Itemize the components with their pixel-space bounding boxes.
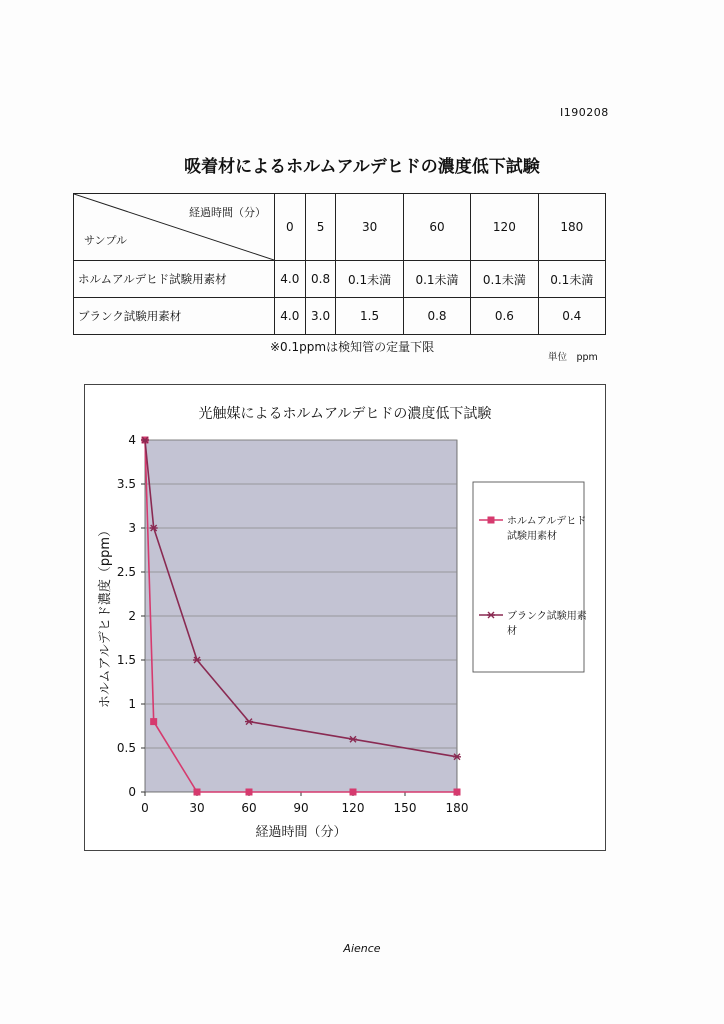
y-tick-label: 2.5 xyxy=(116,565,136,579)
legend-label-series-1: 試験用素材 xyxy=(507,531,557,542)
table-cell: 4.0 xyxy=(275,298,306,335)
table-row xyxy=(74,298,606,335)
y-tick-label: 1.5 xyxy=(116,653,136,667)
time-header-cell: 180 xyxy=(538,194,605,261)
table-row xyxy=(74,261,606,298)
x-tick-label: 0 xyxy=(141,801,149,815)
row-label: ブランク試験用素材 xyxy=(74,298,275,335)
table-header-row xyxy=(74,194,606,261)
data-point-series-1 xyxy=(194,789,201,796)
table-cell: 0.1未満 xyxy=(538,261,605,298)
sample-header: サンプル xyxy=(84,234,128,247)
unit-label: 単位 ppm xyxy=(548,352,598,363)
y-tick-label: 3 xyxy=(128,521,136,535)
y-tick-label: 3.5 xyxy=(116,477,136,491)
time-header-cell: 120 xyxy=(471,194,538,261)
row-label: ホルムアルデヒド試験用素材 xyxy=(74,261,275,298)
time-header-cell: 5 xyxy=(305,194,336,261)
document-title: 吸着材によるホルムアルデヒドの濃度低下試験 xyxy=(184,157,540,177)
table-cell: 0.8 xyxy=(305,261,336,298)
results-table xyxy=(73,193,606,335)
line-chart xyxy=(85,385,605,850)
y-tick-label: 2 xyxy=(128,609,136,623)
time-header-cell: 30 xyxy=(336,194,403,261)
data-point-series-1 xyxy=(150,718,157,725)
footer-brand: Aience xyxy=(343,942,381,955)
legend-box xyxy=(473,482,587,672)
x-tick-label: 60 xyxy=(241,801,257,815)
chart-container xyxy=(84,384,606,851)
data-point-series-1 xyxy=(350,789,357,796)
table-corner-cell xyxy=(74,194,275,261)
table-cell: 4.0 xyxy=(275,261,306,298)
data-point-series-1 xyxy=(246,789,253,796)
x-tick-label: 180 xyxy=(445,801,469,815)
detection-limit-note: ※0.1ppmは検知管の定量下限 xyxy=(270,340,435,354)
time-header-cell: 60 xyxy=(403,194,470,261)
legend-marker-series-1 xyxy=(488,517,495,524)
chart-title: 光触媒によるホルムアルデヒドの濃度低下試験 xyxy=(198,406,492,422)
table-cell: 0.4 xyxy=(538,298,605,335)
table-cell: 0.1未満 xyxy=(471,261,538,298)
time-header-cell: 0 xyxy=(275,194,306,261)
legend-label-series-2: ブランク試験用素 xyxy=(507,611,587,622)
table-cell: 1.5 xyxy=(336,298,403,335)
document-id: I190208 xyxy=(560,106,609,119)
table-cell: 0.1未満 xyxy=(403,261,470,298)
table-cell: 3.0 xyxy=(305,298,336,335)
legend-label-series-2: 材 xyxy=(507,626,517,637)
y-axis-label: ホルムアルデヒド濃度（ppm） xyxy=(98,523,113,709)
table-cell: 0.6 xyxy=(471,298,538,335)
y-tick-label: 1 xyxy=(128,697,136,711)
y-tick-label: 0.5 xyxy=(116,741,136,755)
x-tick-label: 150 xyxy=(393,801,417,815)
x-axis-label: 経過時間（分） xyxy=(255,825,347,840)
x-tick-label: 30 xyxy=(189,801,205,815)
y-tick-label: 4 xyxy=(128,433,136,447)
table-cell: 0.8 xyxy=(403,298,470,335)
table-cell: 0.1未満 xyxy=(336,261,403,298)
data-point-series-1 xyxy=(454,789,461,796)
x-tick-label: 90 xyxy=(293,801,309,815)
elapsed-time-header: 経過時間（分） xyxy=(189,206,266,219)
x-tick-label: 120 xyxy=(341,801,365,815)
legend-label-series-1: ホルムアルデヒド xyxy=(507,516,587,527)
y-tick-label: 0 xyxy=(128,785,136,799)
